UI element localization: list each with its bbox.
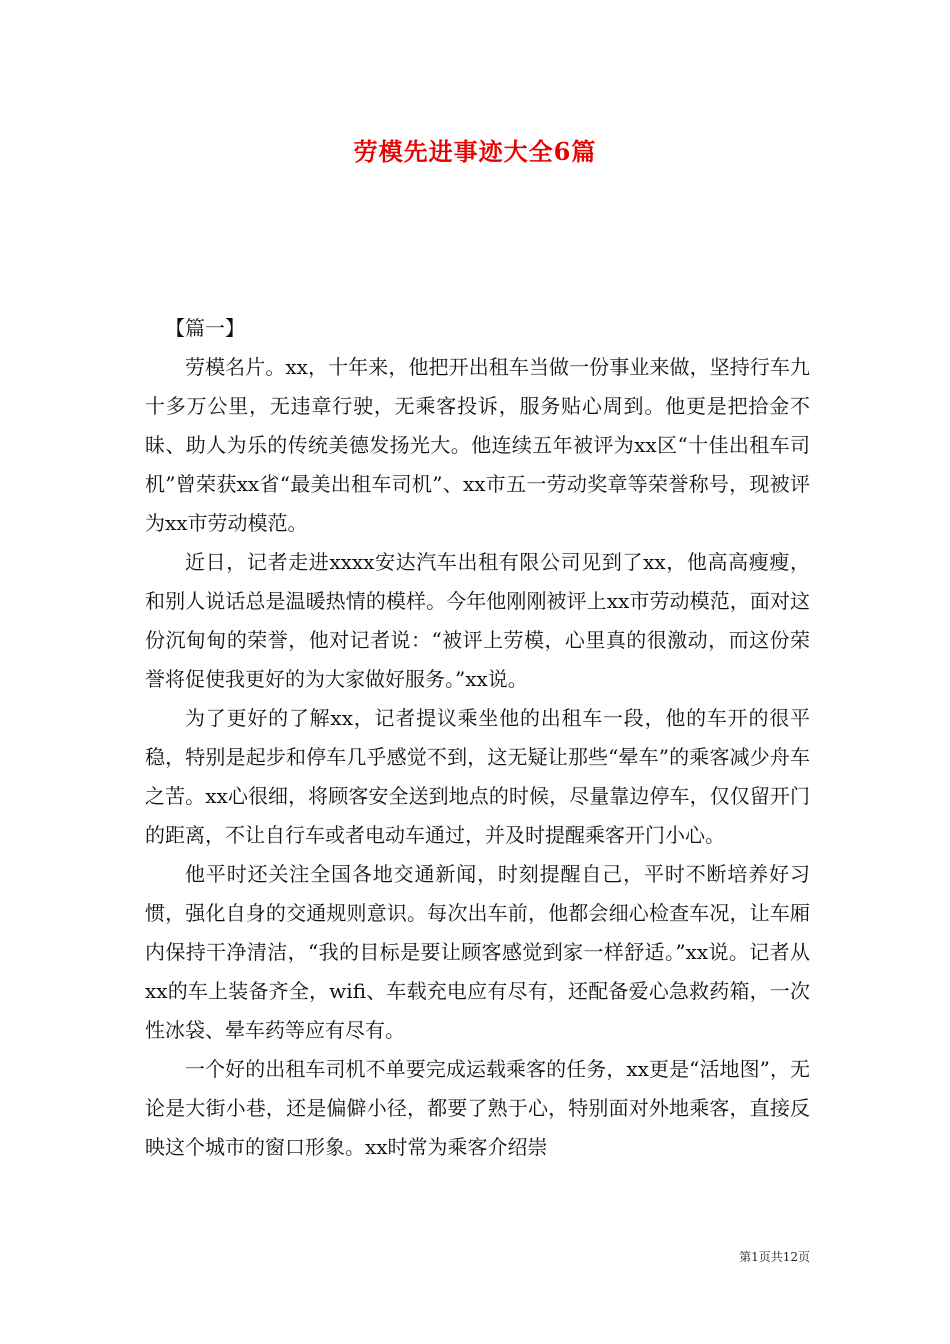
section-label: 【篇一】 [165,316,245,340]
page-number: 第1页共12页 [739,1250,810,1264]
document-body [145,309,810,1167]
paragraph: 一个好的出租车司机不单要完成运载乘客的任务，xx更是“活地图”，无论是大街小巷，还是偏僻小径，都要了熟于心，特别面对外地乘客，直接反映这个城市的窗口形象。xx时常为乘客介绍崇 [145,1057,810,1159]
paragraph: 近日，记者走进xxxx安达汽车出租有限公司见到了xx，他高高瘦瘦，和别人说话总是温暖热情的模样。今年他刚刚被评上xx市劳动模范，面对这份沉甸甸的荣誉，他对记者说：“被评上劳模，心里真的很激动，而这份荣誉将促使我更好的为大家做好服务。”xx说。 [145,550,810,691]
document-title: 劳模先进事迹大全6篇 [353,137,597,166]
paragraph: 为了更好的了解xx，记者提议乘坐他的出租车一段，他的车开的很平稳，特别是起步和停车几乎感觉不到，这无疑让那些“晕车”的乘客减少舟车之苦。xx心很细，将顾客安全送到地点的时候，尽量靠边停车，仅仅留开门的距离，不让自行车或者电动车通过，并及时提醒乘客开门小心。 [145,706,810,847]
paragraph: 劳模名片。xx，十年来，他把开出租车当做一份事业来做，坚持行车九十多万公里，无违章行驶，无乘客投诉，服务贴心周到。他更是把拾金不昧、助人为乐的传统美德发扬光大。他连续五年被评为xx区“十佳出租车司机”曾荣获xx省“最美出租车司机”、xx市五一劳动奖章等荣誉称号，现被评为xx市劳动模范。 [145,355,810,535]
paragraph: 他平时还关注全国各地交通新闻，时刻提醒自己，平时不断培养好习惯，强化自身的交通规则意识。每次出车前，他都会细心检查车况，让车厢内保持干净清洁，“我的目标是要让顾客感觉到家一样舒适。”xx说。记者从xx的车上装备齐全，wifi、车载充电应有尽有，还配备爱心急救药箱，一次性冰袋、晕车药等应有尽有。 [145,862,810,1042]
